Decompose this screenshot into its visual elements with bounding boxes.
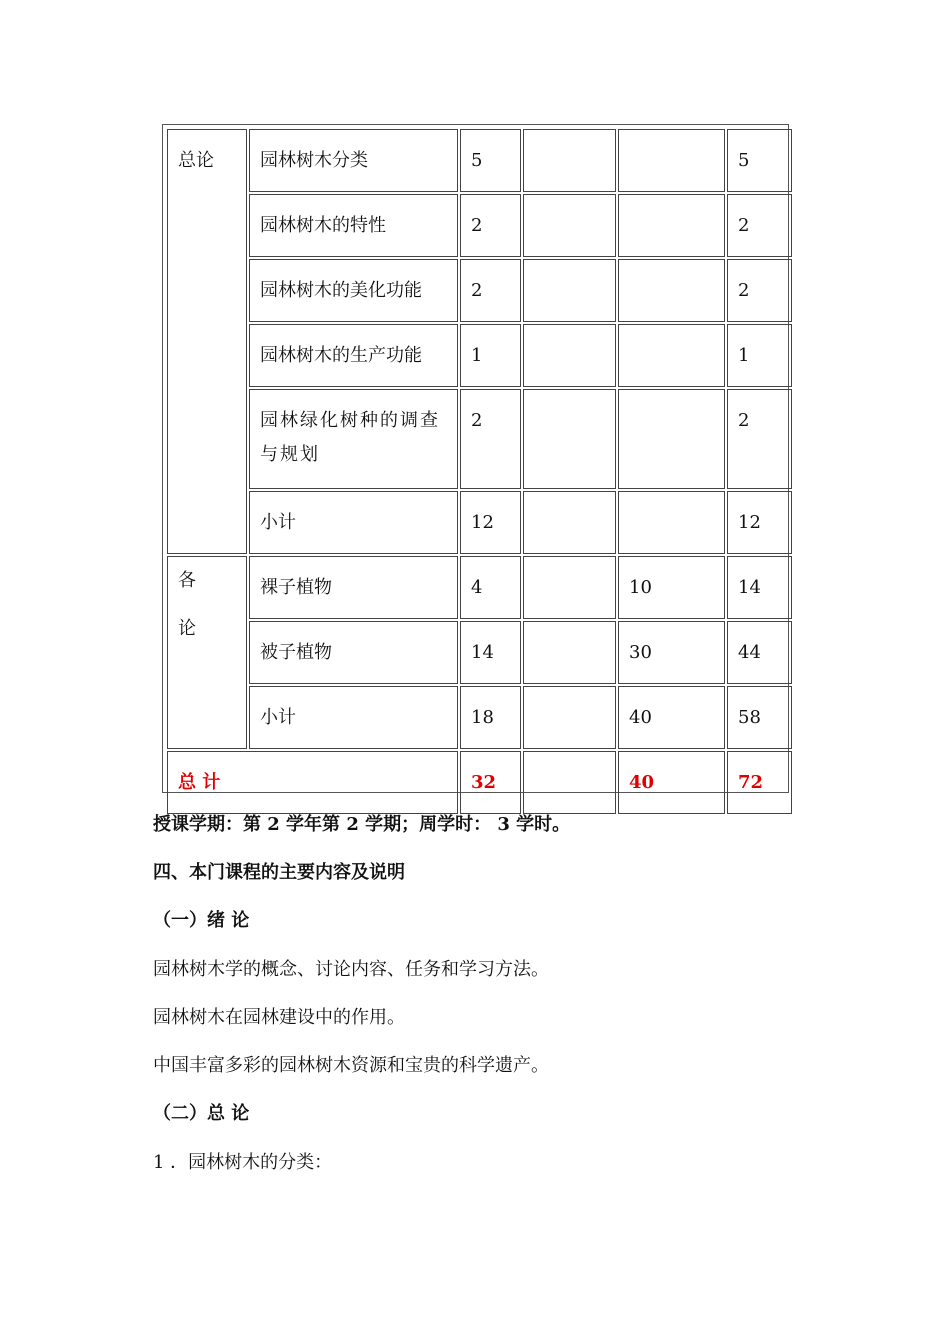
table-row (167, 389, 792, 489)
category-line: 论 (178, 618, 196, 639)
hours-cell: 12 (460, 491, 521, 554)
subsection-intro: （一）绪 论 (153, 910, 250, 931)
category-cell: 总论 (167, 129, 247, 554)
total-row (167, 751, 792, 814)
hours-cell: 14 (460, 621, 521, 684)
total-label: 总 计 (167, 751, 458, 814)
hours-cell (523, 194, 616, 257)
item-cell: 园林树木的生产功能 (249, 324, 458, 387)
hours-cell (523, 324, 616, 387)
hours-cell: 14 (727, 556, 792, 619)
item-cell: 园林绿化树种的调查与规划 (249, 389, 458, 489)
total-hours-cell: 72 (727, 751, 792, 814)
intro-paragraph-2: 园林树木在园林建设中的作用。 (153, 1007, 405, 1028)
hours-cell (523, 389, 616, 489)
item-cell: 园林树木的美化功能 (249, 259, 458, 322)
hours-cell (618, 194, 725, 257)
hours-cell (618, 389, 725, 489)
item-cell: 园林树木分类 (249, 129, 458, 192)
hours-cell: 58 (727, 686, 792, 749)
hours-cell (618, 324, 725, 387)
hours-cell: 5 (727, 129, 792, 192)
category-cell (167, 556, 247, 749)
item-cell: 园林树木的特性 (249, 194, 458, 257)
item-cell: 被子植物 (249, 621, 458, 684)
hours-cell: 2 (460, 194, 521, 257)
section-heading-4: 四、本门课程的主要内容及说明 (153, 862, 405, 883)
hours-cell: 44 (727, 621, 792, 684)
table-row (167, 324, 792, 387)
table-row (167, 621, 792, 684)
table-row (167, 686, 792, 749)
hours-cell (523, 686, 616, 749)
total-hours-cell: 40 (618, 751, 725, 814)
course-hours-table-frame (162, 124, 789, 793)
item-cell: 小计 (249, 491, 458, 554)
intro-paragraph-1: 园林树木学的概念、讨论内容、任务和学习方法。 (153, 959, 549, 980)
table-row (167, 259, 792, 322)
intro-paragraph-3: 中国丰富多彩的园林树木资源和宝贵的科学遗产。 (153, 1055, 549, 1076)
hours-cell: 5 (460, 129, 521, 192)
hours-cell: 2 (460, 389, 521, 489)
hours-cell: 30 (618, 621, 725, 684)
category-line: 各 (178, 570, 196, 591)
hours-cell: 2 (727, 389, 792, 489)
item-cell: 小计 (249, 686, 458, 749)
hours-cell (523, 621, 616, 684)
hours-cell (618, 259, 725, 322)
item-cell: 裸子植物 (249, 556, 458, 619)
hours-cell (618, 491, 725, 554)
table-row (167, 556, 792, 619)
hours-cell: 2 (727, 259, 792, 322)
semester-info: 授课学期：第 2 学年第 2 学期；周学时： 3 学时。 (153, 814, 571, 835)
hours-cell: 18 (460, 686, 521, 749)
hours-cell (618, 129, 725, 192)
hours-cell (523, 259, 616, 322)
hours-cell: 12 (727, 491, 792, 554)
list-item-1: 1 ．园林树木的分类： (153, 1152, 333, 1173)
table-row (167, 491, 792, 554)
table-row (167, 194, 792, 257)
hours-cell (523, 556, 616, 619)
total-hours-cell: 32 (460, 751, 521, 814)
hours-cell: 1 (727, 324, 792, 387)
total-hours-cell (523, 751, 616, 814)
hours-cell: 2 (460, 259, 521, 322)
hours-cell: 40 (618, 686, 725, 749)
hours-cell (523, 129, 616, 192)
course-hours-table (165, 127, 794, 816)
subsection-general: （二）总 论 (153, 1103, 250, 1124)
hours-cell: 10 (618, 556, 725, 619)
hours-cell: 4 (460, 556, 521, 619)
hours-cell (523, 491, 616, 554)
table-row (167, 129, 792, 192)
hours-cell: 2 (727, 194, 792, 257)
hours-cell: 1 (460, 324, 521, 387)
